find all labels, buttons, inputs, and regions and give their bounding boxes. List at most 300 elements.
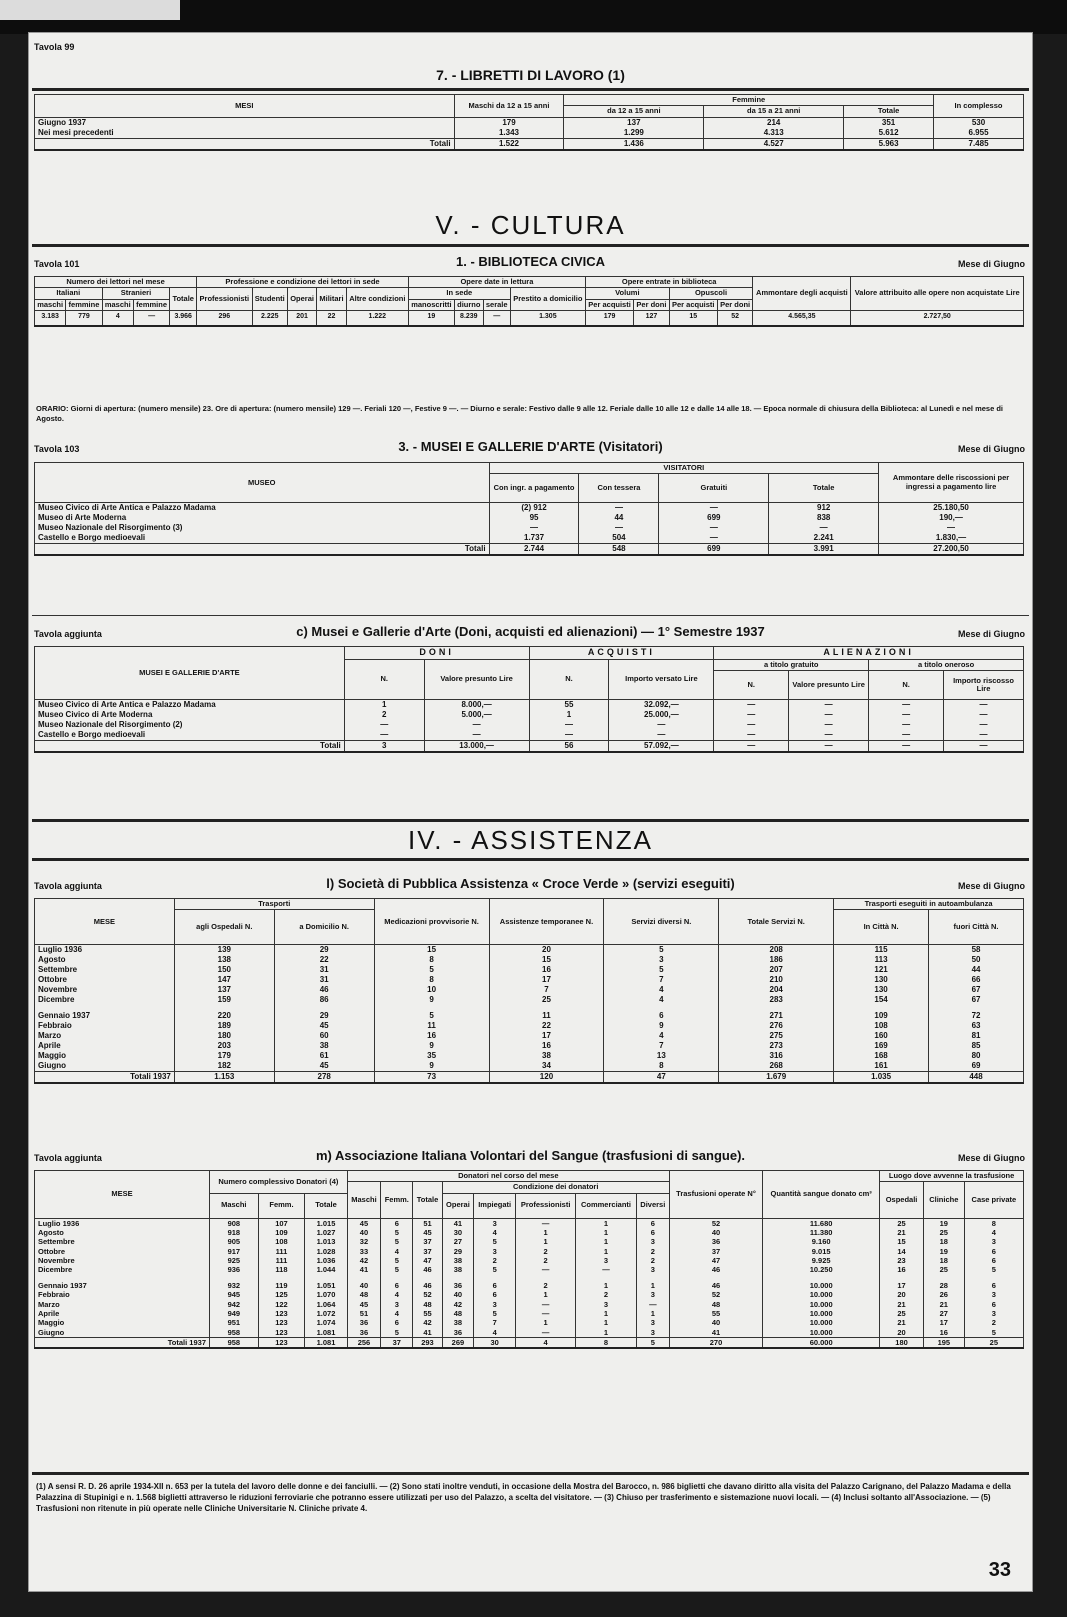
row-label: Febbraio	[35, 1290, 210, 1299]
cell: 55	[529, 700, 609, 711]
col-serale: serale	[483, 299, 510, 310]
table-row	[35, 1041, 1024, 1051]
row-label: Dicembre	[35, 1265, 210, 1274]
cell: 109	[258, 1228, 305, 1237]
cell: 111	[258, 1247, 305, 1256]
footnotes: (1) A sensi R. D. 26 aprile 1934-XII n. 653 per la tutela del lavoro delle donne e dei fanciulli. — (2) Sono stati inoltre venduti, in occasione della Mostra del Barocco, n. 986 biglietti che davano diritto alla visita del Palazzo Carignano, del Palazzo Madama e della Palazzina di Stupinigi e n. 1.568 biglietti attraverso le riduzioni ferroviarie che potranno essere utilizzati per uso del Palazzo, a scelta del visitatore. — (3) Chiuso per trasferimento e sistemazione nuovi locali. — (4) Inclusi soltanto all'Associazione. — (5) Trasfusioni non ritenute in più operate nelle Cliniche Universitarie N. Cliniche private 4.	[36, 1482, 1011, 1513]
cell: 8	[374, 955, 489, 965]
cell: —	[516, 1218, 576, 1228]
cell: 22	[489, 1021, 604, 1031]
table-row	[35, 1237, 1024, 1246]
cell: —	[944, 700, 1024, 711]
cell: 123	[258, 1328, 305, 1338]
cell: 207	[719, 965, 834, 975]
cell: 38	[442, 1265, 474, 1274]
orario-note: ORARIO: Giorni di apertura: (numero mensile) 23. Ore di apertura: (numero mensile) 129 —. Feriali 120 —, Festive 9 —. — Diurno e serale: Festivo dalle 9 alle 12. Feriale dalle 10 alle 12 e dalle 14 alle 18. — Epoca normale di chiusura della Biblioteca: al Lunedì e nel mese di Agosto.	[36, 404, 1004, 424]
col-maschi: Maschi da 12 a 15 anni	[454, 95, 564, 118]
cell: 52	[413, 1290, 442, 1299]
total-row	[35, 741, 1024, 753]
col-f15: da 15 a 21 anni	[704, 106, 844, 117]
cell: 1.153	[174, 1072, 274, 1084]
cell: 1.027	[305, 1228, 347, 1237]
cell: 1.036	[305, 1256, 347, 1265]
cell: 25	[923, 1228, 964, 1237]
tm-title: m) Associazione Italiana Volontari del Sangue (trasfusioni di sangue).	[315, 1148, 746, 1163]
rule	[32, 244, 1029, 247]
row-label: Castello e Borgo medioevali	[35, 533, 490, 544]
cell: 15	[880, 1237, 924, 1246]
col-fuori: fuori Città N.	[929, 910, 1024, 945]
cell: 6	[381, 1281, 413, 1290]
tc-title: c) Musei e Gallerie d'Arte (Doni, acquisti ed alienazioni) — 1° Semestre 1937	[296, 624, 765, 639]
row-label: Settembre	[35, 965, 175, 975]
cell: —	[344, 730, 424, 741]
cell: 1.015	[305, 1218, 347, 1228]
col-importo: Importo versato Lire	[609, 659, 714, 699]
cell: 137	[174, 985, 274, 995]
cell: 3	[964, 1290, 1023, 1299]
cell: 52	[669, 1290, 762, 1299]
cell: —	[944, 730, 1024, 741]
cell: 5	[381, 1237, 413, 1246]
cell: —	[516, 1300, 576, 1309]
cell: 1.305	[510, 310, 585, 326]
cell: 8.000,—	[424, 700, 529, 711]
col-valore: Valore presunto Lire	[424, 659, 529, 699]
row-label: Totali 1937	[35, 1338, 210, 1349]
mese-label: Mese di Giugno	[957, 881, 1025, 891]
col-musei: MUSEI E GALLERIE D'ARTE	[35, 647, 345, 700]
mese-label: Mese di Giugno	[957, 444, 1025, 454]
cell: 204	[719, 985, 834, 995]
col-totale: Totale Servizi N.	[719, 899, 834, 945]
cell: 195	[923, 1338, 964, 1349]
cell: 120	[489, 1072, 604, 1084]
t99-title: 7. - LIBRETTI DI LAVORO (1)	[436, 67, 625, 83]
cell: 44	[579, 513, 659, 523]
cell: 137	[564, 117, 704, 128]
cell: 36	[442, 1281, 474, 1290]
col-studenti: Studenti	[252, 288, 287, 311]
col-visitatori: VISITATORI	[489, 463, 879, 474]
cell: 27	[923, 1309, 964, 1318]
cell: 10.000	[763, 1318, 880, 1327]
cell: 1.737	[489, 533, 579, 544]
cell: 1	[516, 1318, 576, 1327]
cell: 40	[347, 1228, 381, 1237]
cell: 36	[347, 1318, 381, 1327]
cell: 35	[374, 1051, 489, 1061]
col-peracquisti: Per acquisti	[585, 299, 633, 310]
row-label: Maggio	[35, 1318, 210, 1327]
row-label: Totali	[35, 138, 455, 150]
col-professionisti: Professionisti	[516, 1193, 576, 1218]
cell: 5	[374, 965, 489, 975]
col-maschi: maschi	[102, 299, 133, 310]
cell: 15	[669, 310, 717, 326]
cell: 6	[474, 1290, 516, 1299]
cell: 942	[210, 1300, 259, 1309]
mese-label: Mese di Giugno	[957, 1153, 1025, 1163]
cell: 270	[669, 1338, 762, 1349]
cell: 912	[769, 503, 879, 514]
cell: 256	[347, 1338, 381, 1349]
cell: 932	[210, 1281, 259, 1290]
cell: 4.313	[704, 128, 844, 139]
cell: —	[489, 523, 579, 533]
table-row	[35, 523, 1024, 533]
mese-label: Mese di Giugno	[957, 259, 1025, 269]
cell: 19	[923, 1247, 964, 1256]
col-donatori: Donatori nel corso del mese	[347, 1171, 669, 1182]
cell: 18	[923, 1237, 964, 1246]
table-row	[35, 1031, 1024, 1041]
row-label: Febbraio	[35, 1021, 175, 1031]
cell: 109	[834, 1011, 929, 1021]
cell: 17	[489, 975, 604, 985]
cell: 29	[442, 1247, 474, 1256]
col-n: N.	[714, 671, 789, 700]
row-label: Museo Civico di Arte Antica e Palazzo Madama	[35, 700, 345, 711]
cell: 60.000	[763, 1338, 880, 1349]
cell: 48	[413, 1300, 442, 1309]
cell: 37	[669, 1247, 762, 1256]
cell: 42	[413, 1318, 442, 1327]
cell: 3	[636, 1328, 669, 1338]
col-insede: In sede	[408, 288, 510, 299]
table-row	[35, 720, 1024, 730]
cell: 48	[347, 1290, 381, 1299]
cell: 22	[274, 955, 374, 965]
cell: 3	[474, 1247, 516, 1256]
cell: 8	[964, 1218, 1023, 1228]
table-row	[35, 1247, 1024, 1256]
cell: 40	[442, 1290, 474, 1299]
cell: 58	[929, 945, 1024, 956]
cell: 6	[381, 1218, 413, 1228]
col-acquisti: ACQUISTI	[529, 647, 714, 660]
table-row	[35, 1256, 1024, 1265]
cell: 4	[102, 310, 133, 326]
cell: 1.830,—	[879, 533, 1024, 544]
cell: 42	[442, 1300, 474, 1309]
col-f12: da 12 a 15 anni	[564, 106, 704, 117]
cell: 36	[669, 1237, 762, 1246]
cell: 47	[669, 1256, 762, 1265]
col-n: N.	[869, 671, 944, 700]
col-professione: Professione e condizione dei lettori in sede	[197, 277, 409, 288]
cell: 67	[929, 985, 1024, 995]
cell: 13	[604, 1051, 719, 1061]
row-label: Gennaio 1937	[35, 1281, 210, 1290]
cell: 180	[880, 1338, 924, 1349]
col-totale: Totale	[844, 106, 934, 117]
cell: 10.000	[763, 1281, 880, 1290]
cell: 45	[347, 1218, 381, 1228]
cell: 118	[258, 1265, 305, 1274]
row-label: Totali	[35, 741, 345, 753]
cell: 1	[576, 1218, 637, 1228]
t103-title: 3. - MUSEI E GALLERIE D'ARTE (Visitatori)	[398, 439, 663, 454]
croce-verde-table	[34, 898, 1024, 1084]
cell: 699	[659, 513, 769, 523]
cell: 25.000,—	[609, 710, 714, 720]
cell: 190,—	[879, 513, 1024, 523]
cell: 9	[374, 1061, 489, 1072]
cell: 3	[636, 1237, 669, 1246]
row-label: Giugno	[35, 1328, 210, 1338]
cell: 2	[964, 1318, 1023, 1327]
cell: 2.225	[252, 310, 287, 326]
col-mese: MESE	[35, 899, 175, 945]
cell: 25	[880, 1309, 924, 1318]
cell: 23	[880, 1256, 924, 1265]
cell: 41	[442, 1218, 474, 1228]
cell: 81	[929, 1031, 1024, 1041]
document-page	[28, 32, 1033, 1592]
cell: 179	[174, 1051, 274, 1061]
cell: 918	[210, 1228, 259, 1237]
cell: 214	[704, 117, 844, 128]
table-row	[35, 117, 1024, 128]
cell: 1.035	[834, 1072, 929, 1084]
cell: —	[769, 523, 879, 533]
cell: 448	[929, 1072, 1024, 1084]
cell: 180	[174, 1031, 274, 1041]
col-totale: Totale	[769, 474, 879, 503]
col-maschi: Maschi	[347, 1182, 381, 1218]
cell: 7	[489, 985, 604, 995]
table-row	[35, 975, 1024, 985]
table-body	[35, 700, 1024, 753]
cell: 7	[604, 975, 719, 985]
cell: 504	[579, 533, 659, 544]
cell: 2	[576, 1290, 637, 1299]
cell: 908	[210, 1218, 259, 1228]
cell: 123	[258, 1318, 305, 1327]
cell: 1.081	[305, 1328, 347, 1338]
table-row	[35, 710, 1024, 720]
col-diurno: diurno	[454, 299, 483, 310]
cell: 15	[489, 955, 604, 965]
cell: 1.013	[305, 1237, 347, 1246]
cell: —	[133, 310, 169, 326]
cell: 1	[636, 1281, 669, 1290]
cell: —	[659, 533, 769, 544]
col-ammontare: Ammontare degli acquisti	[753, 277, 851, 311]
cell: —	[869, 720, 944, 730]
cell: 38	[274, 1041, 374, 1051]
cell: 40	[669, 1228, 762, 1237]
cell: 27	[442, 1237, 474, 1246]
cell: 107	[258, 1218, 305, 1228]
cell: 21	[880, 1318, 924, 1327]
col-peracquisti: Per acquisti	[669, 299, 717, 310]
cell: 2	[636, 1256, 669, 1265]
col-commercianti: Commercianti	[576, 1193, 637, 1218]
cell: 38	[442, 1256, 474, 1265]
cell: 80	[929, 1051, 1024, 1061]
table-row	[35, 1011, 1024, 1021]
cell: 1.064	[305, 1300, 347, 1309]
cell: 32	[347, 1237, 381, 1246]
cell: 11.380	[763, 1228, 880, 1237]
cell: —	[424, 730, 529, 741]
col-altre: Altre condizioni	[346, 288, 408, 311]
table-row	[35, 310, 1024, 326]
col-totale: Totale	[305, 1193, 347, 1218]
cell: 8.239	[454, 310, 483, 326]
table-row	[35, 1300, 1024, 1309]
cell: 1.028	[305, 1247, 347, 1256]
cell: 159	[174, 995, 274, 1005]
musei-doni-table	[34, 646, 1024, 753]
col-operai: Operai	[442, 1193, 474, 1218]
cell: 37	[413, 1237, 442, 1246]
cell: 113	[834, 955, 929, 965]
cell: 8	[374, 975, 489, 985]
col-numero: Numero complessivo Donatori (4)	[210, 1171, 348, 1194]
cell: 293	[413, 1338, 442, 1349]
col-ammontare: Ammontare delle riscossioni per ingressi a pagamento lire	[879, 463, 1024, 503]
col-femmine: femmine	[66, 299, 102, 310]
cell: 31	[274, 975, 374, 985]
table-body	[35, 117, 1024, 150]
cell: 4	[381, 1290, 413, 1299]
tl-title: l) Società di Pubblica Assistenza « Croce Verde » (servizi eseguiti)	[326, 876, 735, 891]
cell: 7	[604, 1041, 719, 1051]
cell: 6	[474, 1281, 516, 1290]
cell: 1	[576, 1247, 637, 1256]
cell: 122	[258, 1300, 305, 1309]
col-prestito: Prestito a domicilio	[510, 288, 585, 311]
cell: 1.299	[564, 128, 704, 139]
cell: —	[714, 720, 789, 730]
table-row	[35, 945, 1024, 956]
cell: 10	[374, 985, 489, 995]
rule	[32, 858, 1029, 861]
row-label: Luglio 1936	[35, 1218, 210, 1228]
row-label: Novembre	[35, 1256, 210, 1265]
cell: 3	[576, 1256, 637, 1265]
cell: 168	[834, 1051, 929, 1061]
col-importoris: Importo riscosso Lire	[944, 671, 1024, 700]
col-diversi: Servizi diversi N.	[604, 899, 719, 945]
cell: 296	[197, 310, 252, 326]
cell: 5.612	[844, 128, 934, 139]
cell: —	[789, 710, 869, 720]
cell: 16	[374, 1031, 489, 1041]
cell: 17	[489, 1031, 604, 1041]
cell: 25	[923, 1265, 964, 1274]
cell: 1.081	[305, 1338, 347, 1349]
table-row	[35, 1281, 1024, 1290]
cell: 46	[669, 1281, 762, 1290]
col-n: N.	[344, 659, 424, 699]
cell: 1	[576, 1309, 637, 1318]
cell: 139	[174, 945, 274, 956]
cell: 150	[174, 965, 274, 975]
col-italiani: Italiani	[35, 288, 103, 299]
row-label: Maggio	[35, 1051, 175, 1061]
cell: —	[659, 523, 769, 533]
cell: 6	[964, 1256, 1023, 1265]
rule	[32, 1472, 1029, 1475]
cell: 4	[964, 1228, 1023, 1237]
cell: 1	[516, 1290, 576, 1299]
cell: 16	[489, 1041, 604, 1051]
cell: 37	[413, 1247, 442, 1256]
col-operai: Operai	[288, 288, 317, 311]
col-opuscoli: Opuscoli	[669, 288, 753, 299]
table-body	[35, 1218, 1024, 1348]
cell: 47	[604, 1072, 719, 1084]
row-label: Museo Nazionale del Risorgimento (2)	[35, 720, 345, 730]
tavola-label: Tavola 101	[34, 259, 80, 269]
cell: —	[483, 310, 510, 326]
cell: 1.436	[564, 138, 704, 150]
cell: 57.092,—	[609, 741, 714, 753]
total-row	[35, 1072, 1024, 1084]
scan-notch	[0, 0, 180, 20]
row-label: Ottobre	[35, 1247, 210, 1256]
col-valore: Valore presunto Lire	[789, 671, 869, 700]
cell: —	[344, 720, 424, 730]
cell: —	[789, 720, 869, 730]
cell: 1.074	[305, 1318, 347, 1327]
cell: 283	[719, 995, 834, 1005]
cell: —	[944, 720, 1024, 730]
cell: 52	[717, 310, 753, 326]
row-label: Museo Nazionale del Risorgimento (3)	[35, 523, 490, 533]
cell: 276	[719, 1021, 834, 1031]
cell: 51	[413, 1218, 442, 1228]
cell: 36	[347, 1328, 381, 1338]
total-row	[35, 1338, 1024, 1349]
cell: 108	[834, 1021, 929, 1031]
col-maschi: Maschi	[210, 1193, 259, 1218]
cell: 5.000,—	[424, 710, 529, 720]
row-label: Novembre	[35, 985, 175, 995]
cell: 4	[381, 1247, 413, 1256]
cell: 8	[604, 1061, 719, 1072]
cell: 38	[442, 1318, 474, 1327]
cell: 5	[474, 1309, 516, 1318]
cell: 1.051	[305, 1281, 347, 1290]
cell: 268	[719, 1061, 834, 1072]
col-femmine: femmine	[133, 299, 169, 310]
cell: 20	[880, 1328, 924, 1338]
cell: 275	[719, 1031, 834, 1041]
cell: 50	[929, 955, 1024, 965]
col-assistenze: Assistenze temporanee N.	[489, 899, 604, 945]
cell: 1	[576, 1328, 637, 1338]
cell: 27.200,50	[879, 544, 1024, 556]
col-ospedali: Ospedali	[880, 1182, 924, 1218]
cell: 3	[381, 1300, 413, 1309]
cell: 951	[210, 1318, 259, 1327]
cell: 10.250	[763, 1265, 880, 1274]
table-row	[35, 1309, 1024, 1318]
row-label: Castello e Borgo medioevali	[35, 730, 345, 741]
row-label: Marzo	[35, 1300, 210, 1309]
col-oneroso: a titolo oneroso	[869, 659, 1024, 670]
cell: 1.679	[719, 1072, 834, 1084]
cell: 34	[489, 1061, 604, 1072]
cell: 7.485	[934, 138, 1024, 150]
col-alienazioni: ALIENAZIONI	[714, 647, 1024, 660]
col-manoscritti: manoscritti	[408, 299, 454, 310]
